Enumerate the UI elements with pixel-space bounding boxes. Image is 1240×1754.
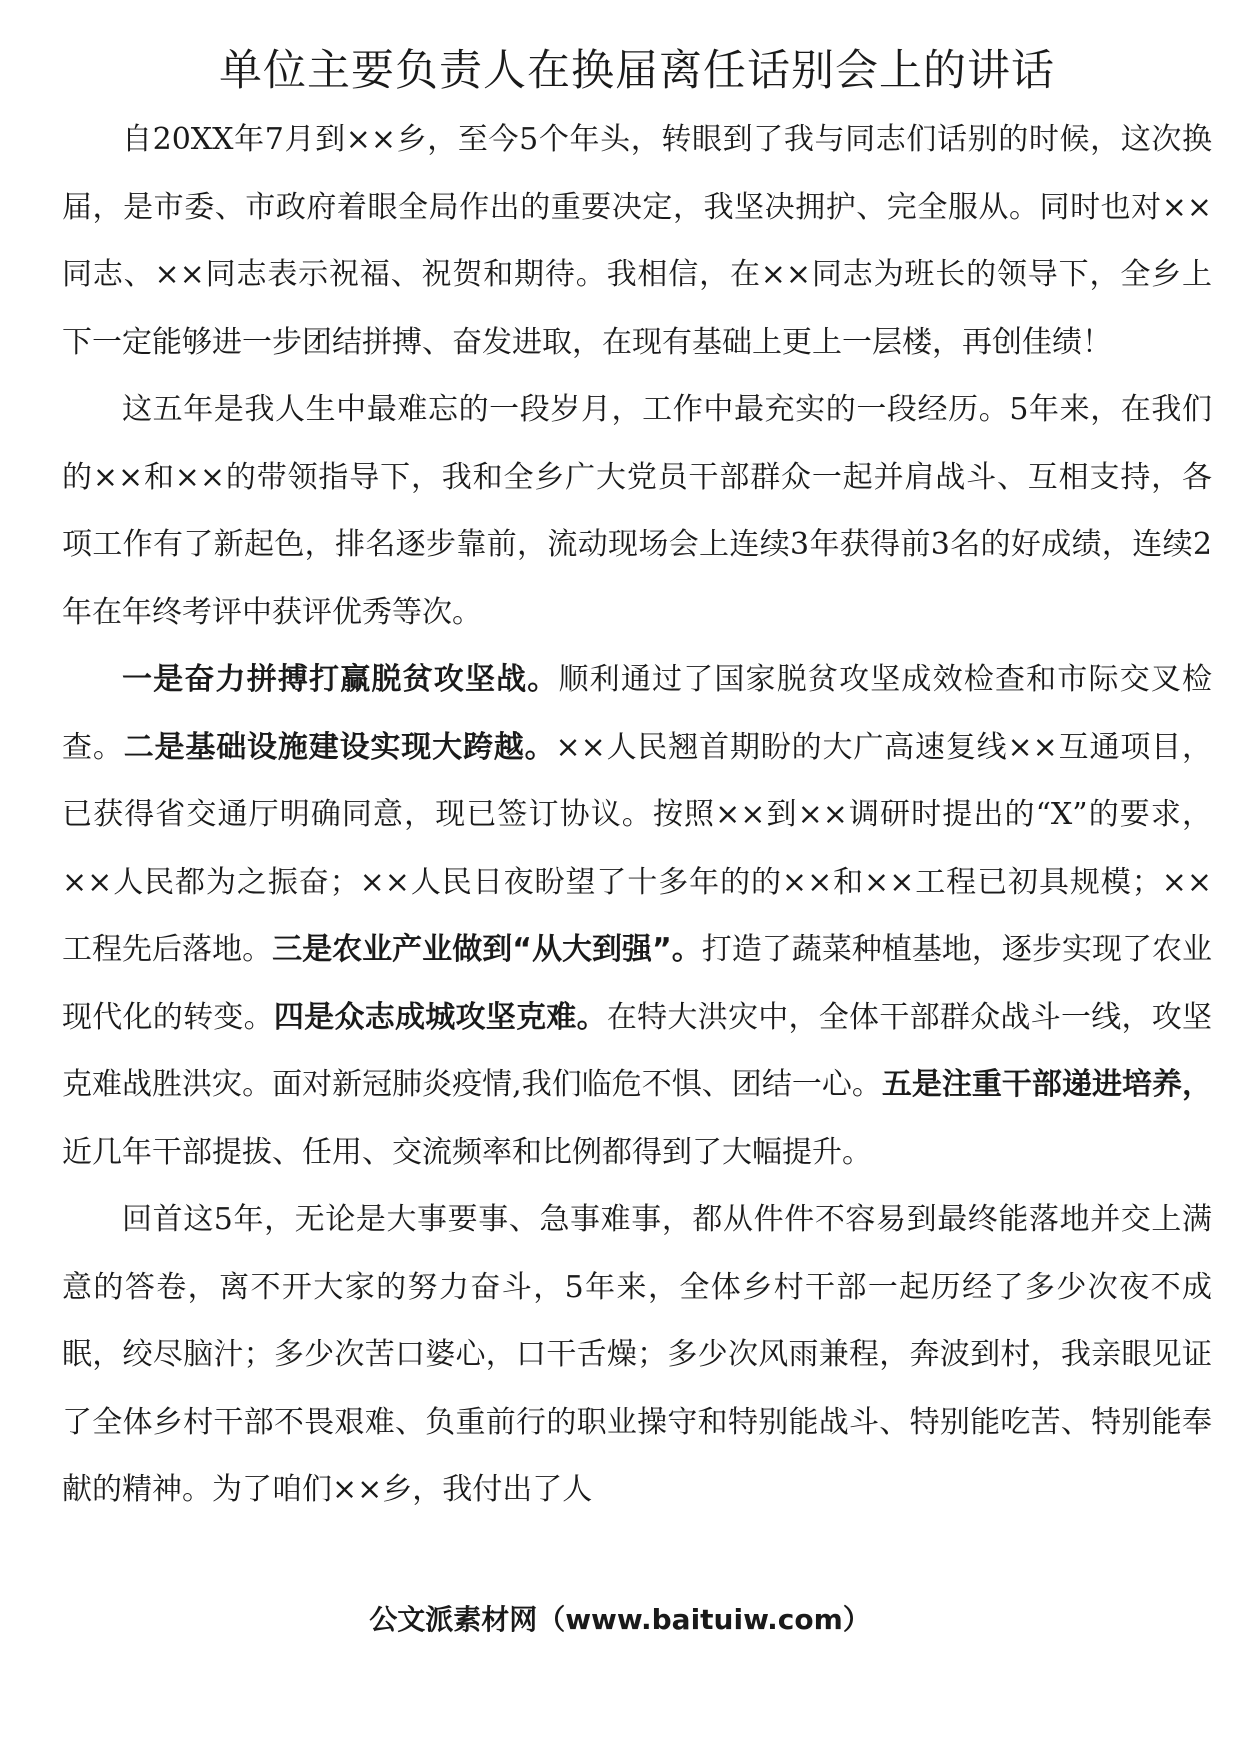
body-paragraph	[62, 376, 1212, 646]
footer-source: 公文派素材网（www.baituiw.com）	[369, 1603, 871, 1636]
text-run: 在特大洪灾中，全体干部群众战斗一线，攻坚克难战胜洪灾。面对新冠肺炎疫情,我们临危不惧、团结一心。	[62, 999, 1213, 1102]
text-run: 自20XX年7月到××乡，至今5个年头，转眼到了我与同志们话别的时候，这次换届，是市委、市政府着眼全局作出的重要决定，我坚决拥护、完全服从。同时也对××同志、××同志表示祝福、祝贺和期待。我相信，在××同志为班长的领导下，全乡上下一定能够进一步团结拼搏、奋发进取，在现有基础上更上一层楼，再创佳绩！	[62, 122, 1212, 360]
text-run: ××人民翘首期盼的大广高速复线××互通项目，已获得省交通厅明确同意，现已签订协议。按照××到××调研时提出的“X”的要求，××人民都为之振奋；××人民日夜盼望了十多年的的××和××工程已初具规模；××工程先后落地。	[62, 729, 1213, 967]
document-body	[62, 106, 1212, 1524]
text-run: 打造了蔬菜种植基地，逐步实现了农业现代化的转变。	[62, 932, 1213, 1035]
body-paragraph	[62, 646, 1212, 1186]
text-run: 顺利通过了国家脱贫攻坚成效检查和市际交叉检查。	[62, 662, 1213, 765]
text-run: 近几年干部提拔、任用、交流频率和比例都得到了大幅提升。	[62, 1134, 872, 1170]
bold-heading-run: 五是注重干部递进培养，	[881, 1067, 1212, 1102]
bold-heading-run: 一是奋力拼搏打赢脱贫攻坚战。	[122, 662, 559, 697]
text-run: 这五年是我人生中最难忘的一段岁月，工作中最充实的一段经历。5年来，在我们的××和××的带领指导下，我和全乡广大党员干部群众一起并肩战斗、互相支持，各项工作有了新起色，排名逐步靠前，流动现场会上连续3年获得前3名的好成绩，连续2年在年终考评中获评优秀等次。	[62, 392, 1212, 630]
text-run: 回首这5年，无论是大事要事、急事难事，都从件件不容易到最终能落地并交上满意的答卷，离不开大家的努力奋斗，5年来，全体乡村干部一起历经了多少次夜不成眠，绞尽脑汁；多少次苦口婆心，口干舌燥；多少次风雨兼程，奔波到村，我亲眼见证了全体乡村干部不畏艰难、负重前行的职业操守和特别能战斗、特别能吃苦、特别能奉献的精神。为了咱们××乡，我付出了人	[62, 1202, 1212, 1507]
document-title: 单位主要负责人在换届离任话别会上的讲话	[219, 46, 1055, 96]
body-paragraph	[62, 1186, 1212, 1524]
bold-heading-run: 三是农业产业做到“从大到强”。	[272, 932, 702, 967]
bold-heading-run: 二是基础设施建设实现大跨越。	[123, 729, 556, 765]
bold-heading-run: 四是众志成城攻坚克难。	[273, 999, 607, 1035]
body-paragraph	[62, 106, 1212, 376]
document-page	[62, 40, 1212, 1524]
